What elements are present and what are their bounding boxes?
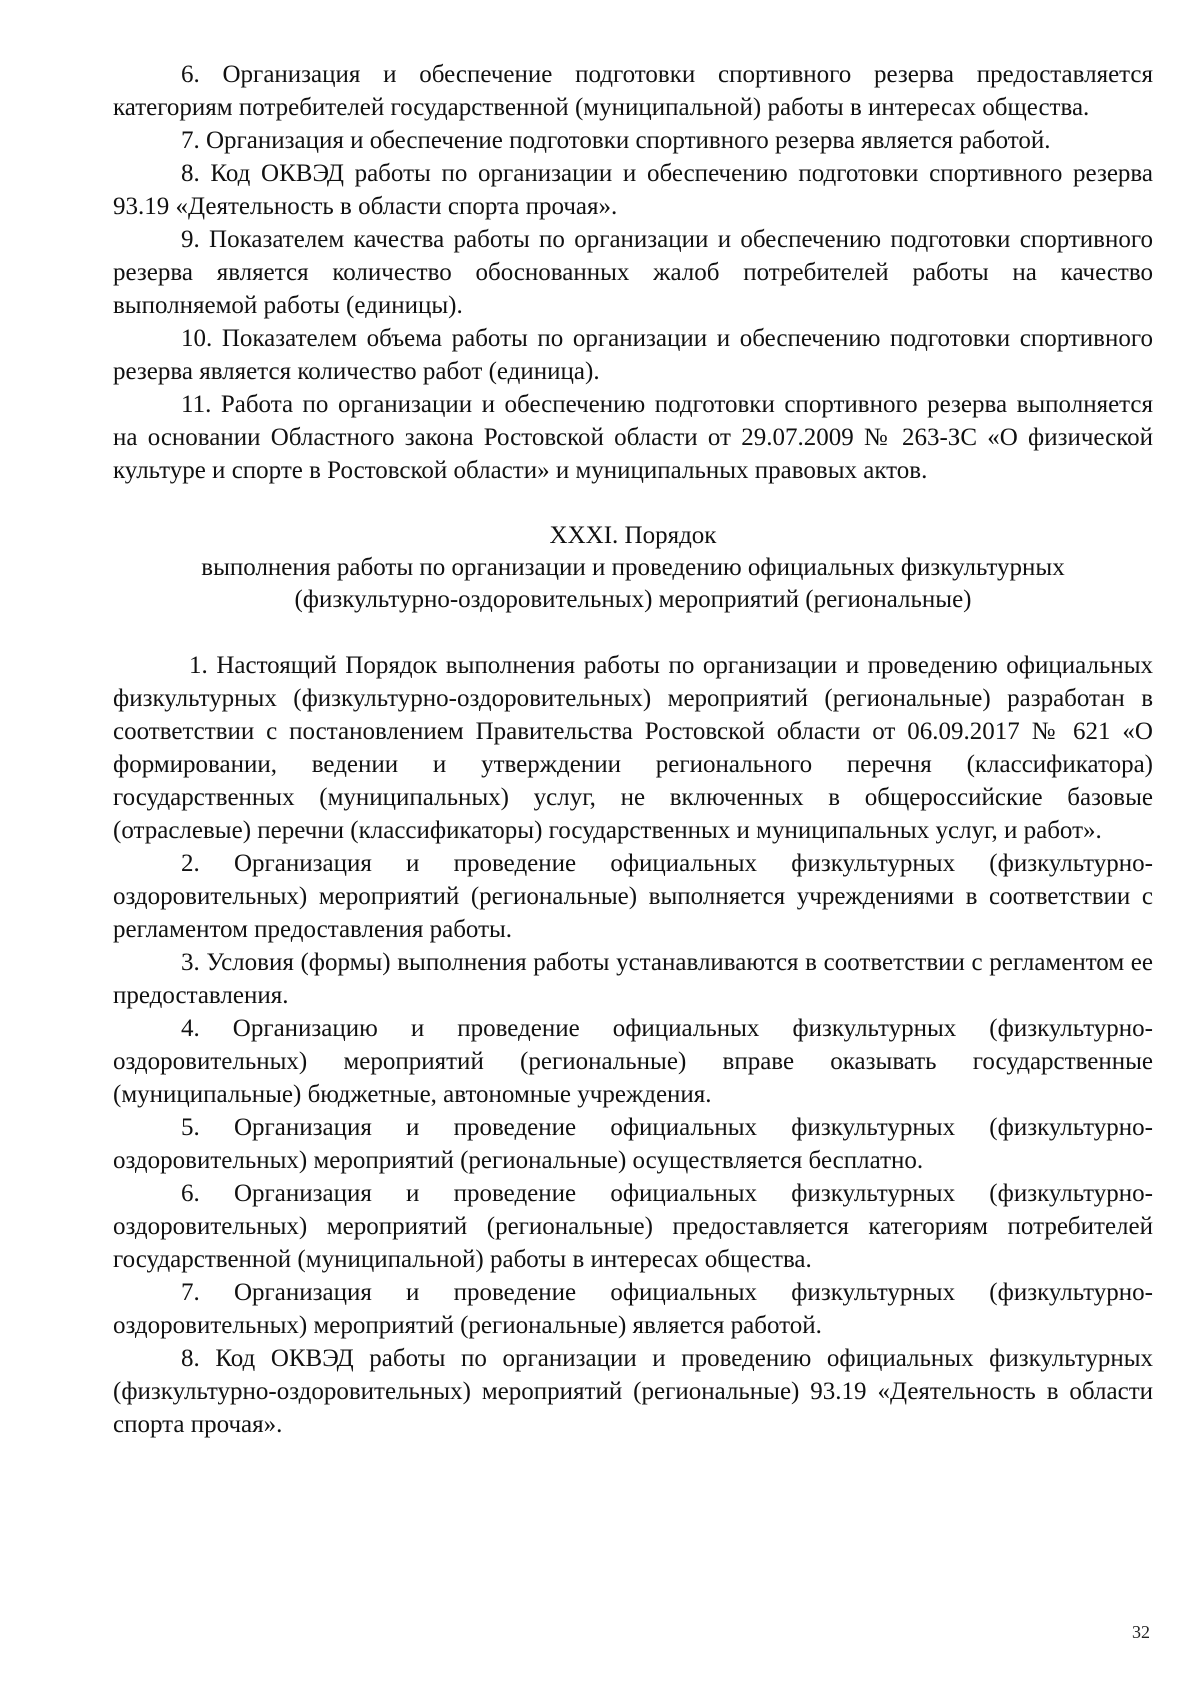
- document-page: [113, 58, 1153, 1441]
- paragraph-2-bottom: 2. Организация и проведение официальных физкультурных (физкультурно-оздоровительных) мероприятий (региональные) выполняется учреждениями в соответствии с регламентом предоставления работы.: [113, 850, 1153, 943]
- paragraph-7-bottom: 7. Организация и проведение официальных физкультурных (физкультурно-оздоровительных) мероприятий (региональные) является работой.: [113, 1279, 1153, 1339]
- paragraph-6-bottom: 6. Организация и проведение официальных физкультурных (физкультурно-оздоровительных) мероприятий (региональные) предоставляется категориям потребителей государственной (муниципальной) работы в интересах общества.: [113, 1180, 1153, 1273]
- paragraph-10-top: 10. Показателем объема работы по организации и обеспечению подготовки спортивного резерва является количество работ (единица).: [113, 325, 1153, 385]
- page-number: 32: [1132, 1622, 1150, 1642]
- paragraph-6-top: 6. Организация и обеспечение подготовки спортивного резерва предоставляется категориям потребителей государственной (муниципальной) работы в интересах общества.: [113, 61, 1153, 121]
- paragraph-9-top: 9. Показателем качества работы по организации и обеспечению подготовки спортивного резерва является количество обоснованных жалоб потребителей работы на качество выполняемой работы (единицы).: [113, 226, 1153, 319]
- paragraph-8-top: 8. Код ОКВЭД работы по организации и обеспечению подготовки спортивного резерва 93.19 «Деятельность в области спорта прочая».: [113, 160, 1153, 220]
- paragraph-5-bottom: 5. Организация и проведение официальных физкультурных (физкультурно-оздоровительных) мероприятий (региональные) осуществляется бесплатно.: [113, 1114, 1153, 1174]
- paragraph-1-bottom: 1. Настоящий Порядок выполнения работы по организации и проведению официальных физкультурных (физкультурно-оздоровительных) мероприятий (региональные) разработан в соответствии с постановлением Правительства Ростовской области от 06.09.2017 № 621 «О формировании, ведении и утверждении регионального перечня (классификатора) государственных (муниципальных) услуг, не включенных в общероссийские базовые (отраслевые) перечни (классификаторы) государственных и муниципальных услуг, и работ».: [113, 652, 1153, 844]
- paragraph-11-top: 11. Работа по организации и обеспечению подготовки спортивного резерва выполняется на основании Областного закона Ростовской области от 29.07.2009 № 263-ЗС «О физической культуре и спорте в Ростовской области» и муниципальных правовых актов.: [113, 391, 1153, 484]
- section-subtitle-line-1: выполнения работы по организации и проведению официальных физкультурных: [201, 554, 1065, 581]
- paragraph-8-bottom: 8. Код ОКВЭД работы по организации и проведению официальных физкультурных (физкультурно-оздоровительных) мероприятий (региональные) 93.19 «Деятельность в области спорта прочая».: [113, 1345, 1153, 1438]
- section-subtitle-line-2: (физкультурно-оздоровительных) мероприятий (региональные): [294, 586, 972, 613]
- paragraph-7-top: 7. Организация и обеспечение подготовки спортивного резерва является работой.: [181, 127, 1051, 154]
- section-title: XXXI. Порядок: [549, 522, 717, 549]
- paragraph-4-bottom: 4. Организацию и проведение официальных физкультурных (физкультурно-оздоровительных) мероприятий (региональные) вправе оказывать государственные (муниципальные) бюджетные, автономные учреждения.: [113, 1015, 1153, 1108]
- section-heading: [113, 520, 1153, 616]
- paragraph-3-bottom: 3. Условия (формы) выполнения работы устанавливаются в соответствии с регламентом ее предоставления.: [113, 949, 1153, 1009]
